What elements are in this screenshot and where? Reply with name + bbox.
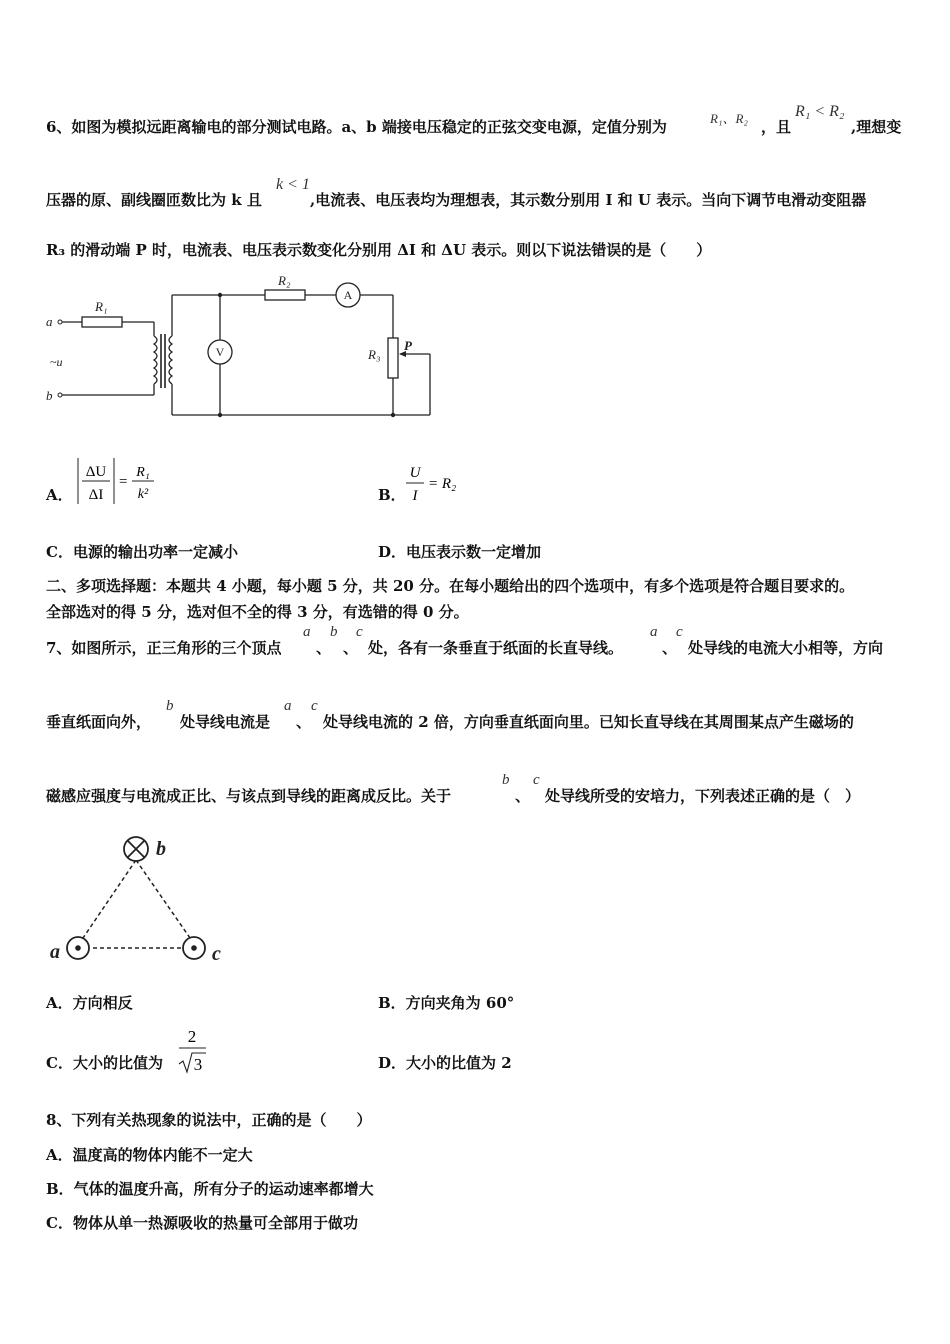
terminal-b-label: b	[46, 388, 53, 403]
q7-triangle-diagram	[40, 830, 240, 970]
q8-stem: 8、下列有关热现象的说法中，正确的是（ ）	[46, 1111, 372, 1129]
section2-line1: 二、多项选择题：本题共 4 小题，每小题 5 分，共 20 分。在每小题给出的四个选项中，有多个选项是符合题目要求的。	[46, 577, 855, 595]
q7-option-c-label: C．大小的比值为	[46, 1054, 163, 1072]
q7-stem-line1-a: 7、如图所示，正三角形的三个顶点	[46, 639, 282, 657]
q6-circuit-diagram	[40, 270, 450, 420]
q7-var-a2: a	[650, 624, 658, 640]
q6-option-a-label: A．	[46, 486, 73, 504]
q7-var-c1: c	[356, 624, 363, 640]
ammeter-label: A	[343, 288, 353, 302]
q7-var-b2: b	[166, 698, 174, 714]
voltmeter-label: V	[215, 345, 225, 359]
q7-option-d: D．大小的比值为 2	[378, 1054, 512, 1072]
q7-option-a: A．方向相反	[46, 994, 133, 1012]
q7-stem-line3-a: 磁感应强度与电流成正比、与该点到导线的距离成反比。关于	[46, 787, 452, 805]
q7-sep3: 、	[662, 639, 678, 657]
q6-stem-line3: R₃ 的滑动端 P 时，电流表、电压表示数变化分别用 ΔI 和 ΔU 表示。则以下说法错误的是（ ）	[46, 241, 712, 259]
q7-sep2: 、	[343, 639, 359, 657]
q7-option-b: B．方向夹角为 60°	[378, 994, 515, 1012]
q6-cond-r: R₁ < R₂	[795, 103, 845, 120]
q7-sep4: 、	[296, 713, 312, 731]
two-num: 2	[187, 1027, 197, 1046]
q7-var-b3: b	[502, 772, 510, 788]
r1-label: R₁	[95, 299, 108, 314]
r2-rhs: = R₂	[428, 476, 457, 492]
vertex-a-label: a	[50, 941, 60, 963]
r2-label: R₂	[278, 273, 291, 288]
i-den: I	[412, 488, 418, 504]
q7-stem-line1-b: 处，各有一条垂直于纸面的长直导线。	[368, 639, 624, 657]
q7-var-a1: a	[303, 624, 311, 640]
q8-option-a: A．温度高的物体内能不一定大	[46, 1146, 253, 1164]
q7-stem-line3-b: 处导线所受的安培力，下列表述正确的是（ ）	[545, 787, 861, 805]
q7-stem-line2-c: 处导线电流的 2 倍，方向垂直纸面向里。已知长直导线在其周围某点产生磁场的	[323, 713, 854, 731]
q6-option-a-formula	[72, 455, 162, 507]
q6-option-b-label: B．	[378, 486, 406, 504]
u-num: U	[409, 465, 421, 481]
r1-num: R₁	[136, 465, 150, 480]
q6-stem-line2-a: 压器的原、副线圈匝数比为 k 且	[46, 191, 262, 209]
q8-option-b: B．气体的温度升高，所有分子的运动速率都增大	[46, 1180, 374, 1198]
r3-label: R₃	[368, 347, 381, 362]
q7-var-a3: a	[284, 698, 292, 714]
q6-stem-line1-a: 6、如图为模拟远距离输电的部分测试电路。a、b 端接电压稳定的正弦交变电源，定值分别为	[46, 118, 667, 136]
q7-var-c2: c	[676, 624, 683, 640]
q7-stem-line2-a: 垂直纸面向外，	[46, 713, 152, 731]
q6-option-c: C．电源的输出功率一定减小	[46, 543, 238, 561]
q7-stem-line2-b: 处导线电流是	[180, 713, 271, 731]
q8-option-c: C．物体从单一热源吸收的热量可全部用于做功	[46, 1214, 358, 1232]
q6-stem-line2-b: ,电流表、电压表均为理想表，其示数分别用 I 和 U 表示。当向下调节电滑动变阻器	[310, 191, 867, 209]
q6-stem-line1-c: ,理想变	[851, 118, 902, 136]
section2-line2: 全部选对的得 5 分，选对但不全的得 3 分，有选错的得 0 分。	[46, 603, 469, 621]
q7-stem-line1-c: 处导线的电流大小相等，方向	[688, 639, 884, 657]
q7-sep1: 、	[316, 639, 332, 657]
q7-var-c3: c	[311, 698, 318, 714]
svg-text:=: =	[119, 474, 128, 490]
q7-var-b1: b	[330, 624, 338, 640]
q6-option-b-formula	[402, 458, 482, 508]
vertex-c-label: c	[212, 943, 221, 965]
vertex-b-label: b	[156, 838, 166, 860]
q7-var-c4: c	[533, 772, 540, 788]
three-den: 3	[193, 1055, 203, 1074]
terminal-a-label: a	[46, 314, 53, 329]
q6-stem-line1-b: ，且	[761, 118, 792, 136]
slider-p-label: P	[404, 338, 412, 353]
source-u-label: ~u	[50, 355, 63, 369]
k2-den: k²	[137, 487, 149, 502]
delta-u: ΔU	[85, 464, 107, 480]
delta-i: ΔI	[88, 487, 104, 503]
q7-option-c-formula	[176, 1024, 210, 1076]
q7-sep5: 、	[515, 787, 531, 805]
q6-r1-r2: R₁、R₂	[710, 111, 748, 126]
q6-option-d: D．电压表示数一定增加	[378, 543, 542, 561]
q6-cond-k: k < 1	[276, 176, 310, 193]
